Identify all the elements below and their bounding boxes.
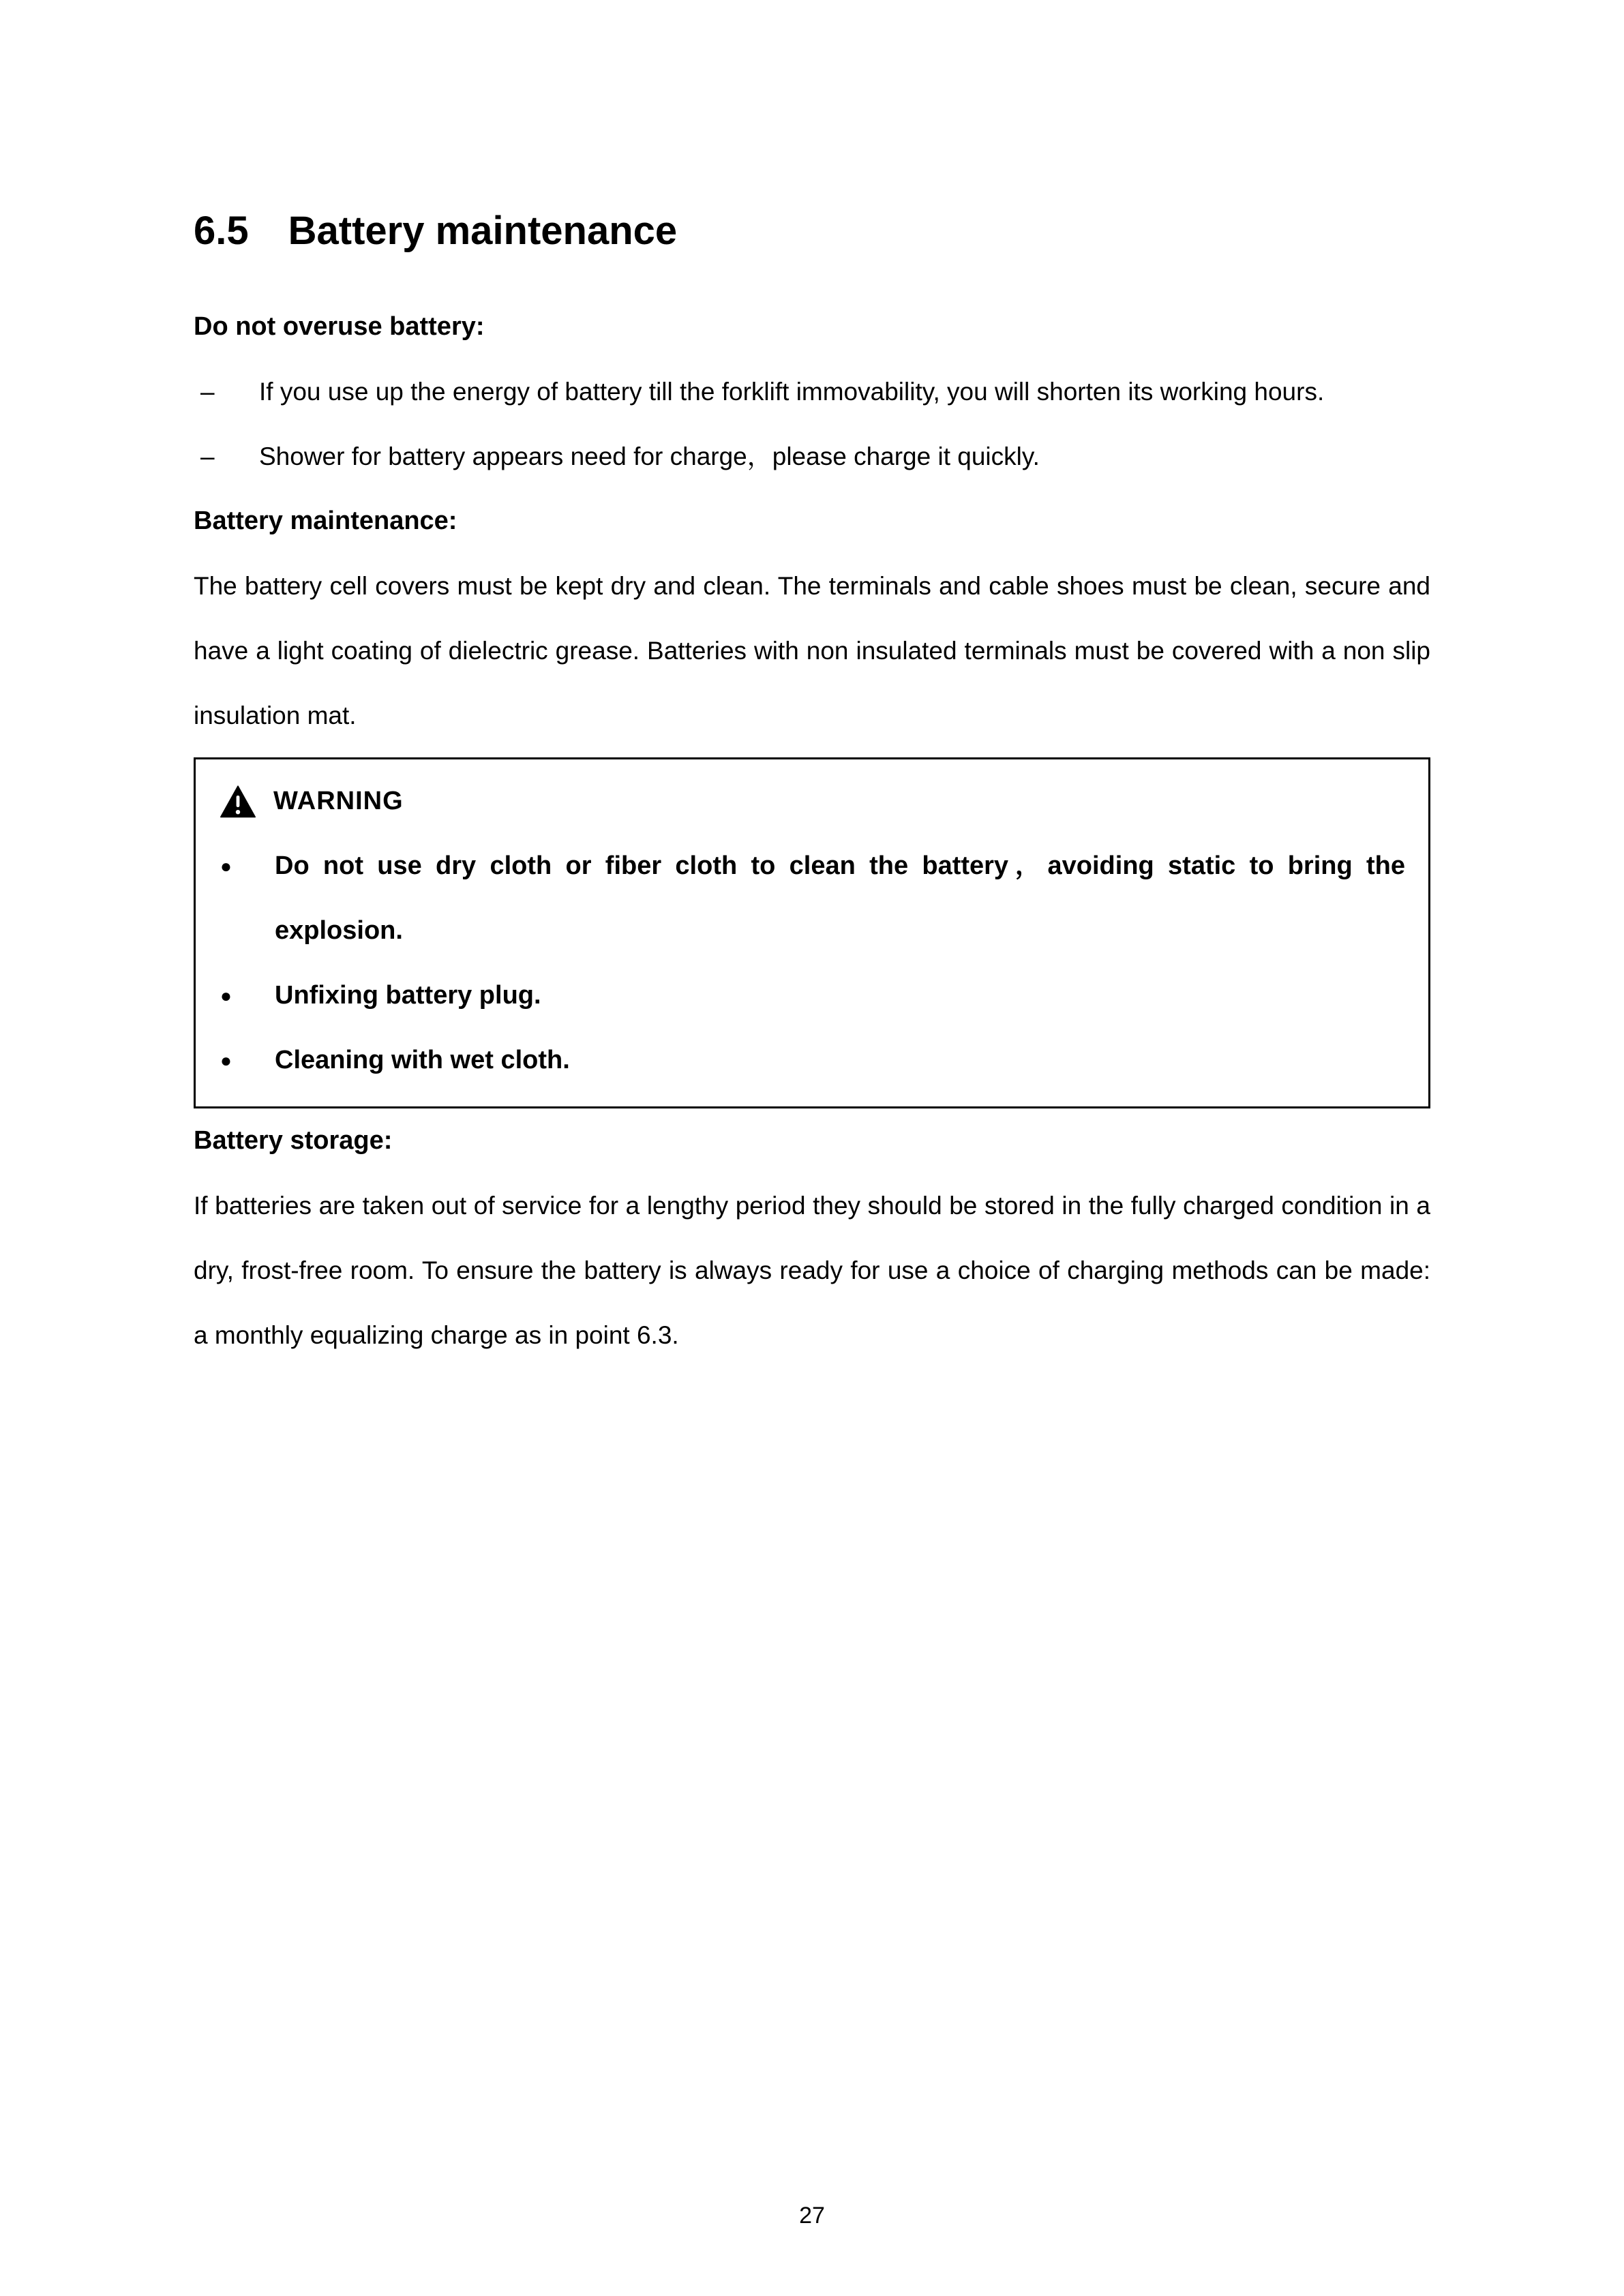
dash-marker-icon: – [200, 442, 215, 470]
bullet-marker-icon: ● [220, 856, 232, 877]
warning-header [220, 769, 1405, 834]
warning-triangle-icon [220, 785, 256, 818]
storage-paragraph: If batteries are taken out of service for a lengthy period they should be stored in the fully charged condition in a dry, frost-free room. To ensure the battery is always ready for use a choice of charging methods can be made: a monthly equalizing charge as in point 6.3. [194, 1192, 1430, 1349]
overuse-list [194, 359, 1430, 489]
warning-item-text: Unfixing battery plug. [275, 981, 541, 1010]
warning-item-text: Cleaning with wet cloth. [275, 1046, 570, 1074]
page-number: 27 [799, 2203, 825, 2229]
section-number: 6.5 [194, 209, 249, 253]
list-item-text: If you use up the energy of battery till the forklift immovability, you will shorten its working hours. [259, 378, 1325, 406]
warning-box [194, 757, 1430, 1108]
storage-heading: Battery storage: [194, 1126, 393, 1155]
warning-list [220, 834, 1405, 1093]
list-item [194, 424, 1430, 489]
section-title [194, 205, 1430, 258]
bullet-marker-icon: ● [220, 1050, 232, 1071]
warning-title: WARNING [273, 787, 404, 815]
list-item [220, 834, 1405, 963]
list-item [220, 1028, 1405, 1093]
list-item-text: Shower for battery appears need for charge，please charge it quickly. [259, 442, 1040, 470]
list-item [220, 963, 1405, 1028]
overuse-heading: Do not overuse battery: [194, 312, 485, 341]
maintenance-paragraph: The battery cell covers must be kept dry and clean. The terminals and cable shoes must be clean, secure and have a light coating of dielectric grease. Batteries with non insulated terminals must be covered with a non slip insulation mat. [194, 572, 1430, 729]
bullet-marker-icon: ● [220, 985, 232, 1006]
warning-item-text: Do not use dry cloth or fiber cloth to clean the battery，avoiding static to bring the explosion. [275, 851, 1405, 945]
maintenance-heading: Battery maintenance: [194, 507, 457, 535]
list-item [194, 359, 1430, 424]
section-title-text: Battery maintenance [288, 209, 678, 253]
dash-marker-icon: – [200, 378, 215, 406]
